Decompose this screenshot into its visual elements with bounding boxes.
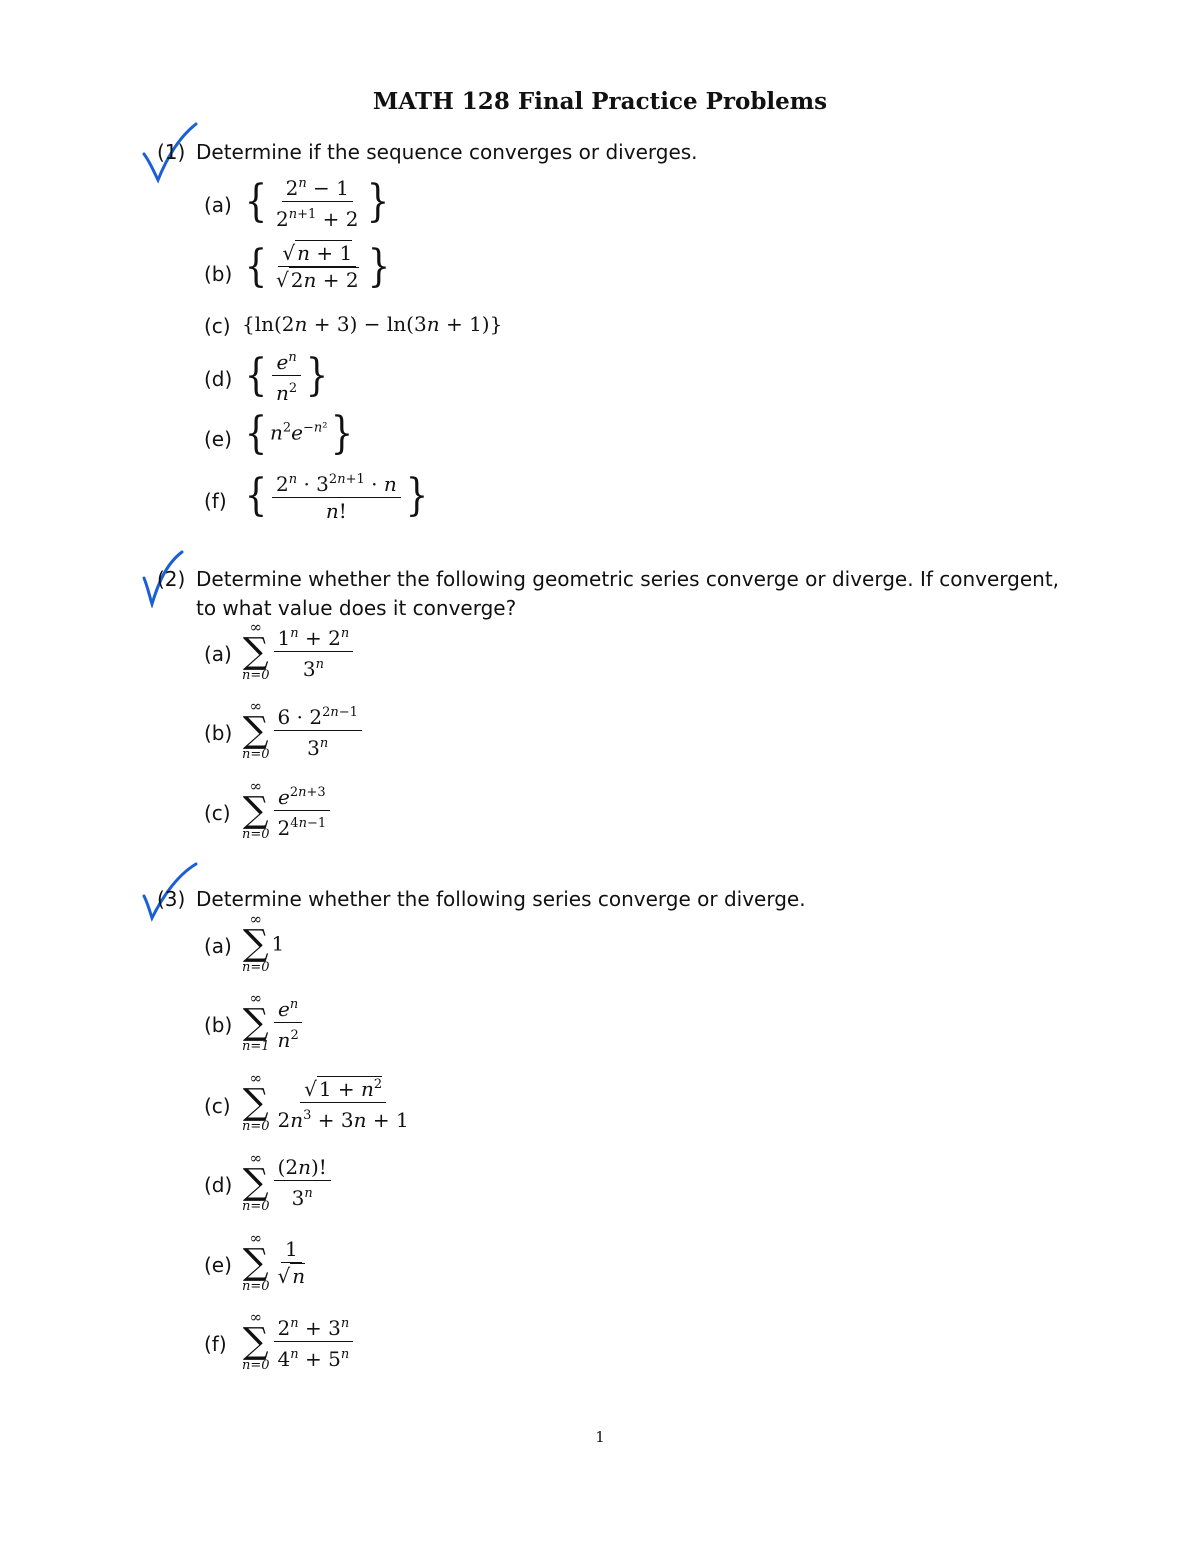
question-2-text-line2: to what value does it converge? xyxy=(196,596,517,620)
q3-item-a-expression: ∞ ∑ n=0 1 xyxy=(242,910,285,975)
q2-item-b-label: (b) xyxy=(204,721,233,745)
q3-item-d-label: (d) xyxy=(204,1173,233,1197)
q2-item-b-expression: ∞ ∑ n=0 $\frac{6 \cdot 2^{2n-1}}{3^n}$ xyxy=(242,699,364,762)
q2-item-a-label: (a) xyxy=(204,642,232,666)
q1-item-b-expression: { $\frac{√ n + 1}{√ 2n + 2}$ } xyxy=(244,240,390,292)
q3-item-f-label: (f) xyxy=(204,1332,227,1356)
q1-item-f-expression: { $\frac{2^n \cdot 3^{2n+1} \cdot n}{n!}$ } xyxy=(244,469,428,523)
q3-item-c-expression: ∞ ∑ n=0 $\frac{√ 1 + n^2}{2n^3 + 3n + 1}$ xyxy=(242,1069,409,1134)
q2-item-c-label: (c) xyxy=(204,801,231,825)
question-3-text: Determine whether the following series converge or diverge. xyxy=(196,887,806,911)
q1-item-e-label: (e) xyxy=(204,427,232,451)
q1-item-d-label: (d) xyxy=(204,367,233,391)
question-3-number: (3) xyxy=(157,887,186,911)
q1-item-e-expression: { $n^2e^{-n^2}$} xyxy=(244,408,353,459)
q3-item-b-expression: ∞ ∑ n=1 $\frac{e^n}{n^2}$ xyxy=(242,991,305,1054)
question-1-number: (1) xyxy=(157,140,186,164)
q1-item-b-label: (b) xyxy=(204,262,233,286)
q1-item-a-expression: { $\frac{2^n - 1}{2^{n+1} + 2}$ } xyxy=(242,173,392,230)
question-2-text-line1: Determine whether the following geometric series converge or diverge. If convergent, xyxy=(196,567,1060,591)
page-title: MATH 128 Final Practice Problems xyxy=(372,88,828,115)
q2-item-a-expression: ∞ ∑ n=0 $\frac{1^n + 2^n}{3^n}$ xyxy=(242,620,355,683)
q3-item-e-label: (e) xyxy=(204,1253,232,1277)
question-2-number: (2) xyxy=(157,567,186,591)
q3-item-f-expression: ∞ ∑ n=0 $\frac{2^n + 3^n}{4^n + 5^n}$ xyxy=(242,1310,355,1373)
q1-item-f-label: (f) xyxy=(204,489,227,513)
q3-item-d-expression: ∞ ∑ n=0 $\frac{(2n)!}{3^n}$ xyxy=(242,1151,333,1214)
q1-item-d-expression: { $\frac{e^n}{n^2}$ } xyxy=(242,347,331,404)
page-number: 1 xyxy=(595,1428,605,1446)
q3-item-b-label: (b) xyxy=(204,1013,233,1037)
q3-item-a-label: (a) xyxy=(204,934,232,958)
q3-item-c-label: (c) xyxy=(204,1094,231,1118)
q1-item-a-label: (a) xyxy=(204,193,232,217)
q3-item-e-expression: ∞ ∑ n=0 $\frac{1}{√ n}$ xyxy=(242,1229,306,1294)
q2-item-c-expression: ∞ ∑ n=0 $\frac{e^{2n+3}}{2^{4n-1}}$ xyxy=(242,779,332,842)
q1-item-c-label: (c) xyxy=(204,314,231,338)
q1-item-c-expression: {ln(2n + 3) − ln(3n + 1)} xyxy=(242,312,503,336)
question-1-text: Determine if the sequence converges or diverges. xyxy=(196,140,698,164)
